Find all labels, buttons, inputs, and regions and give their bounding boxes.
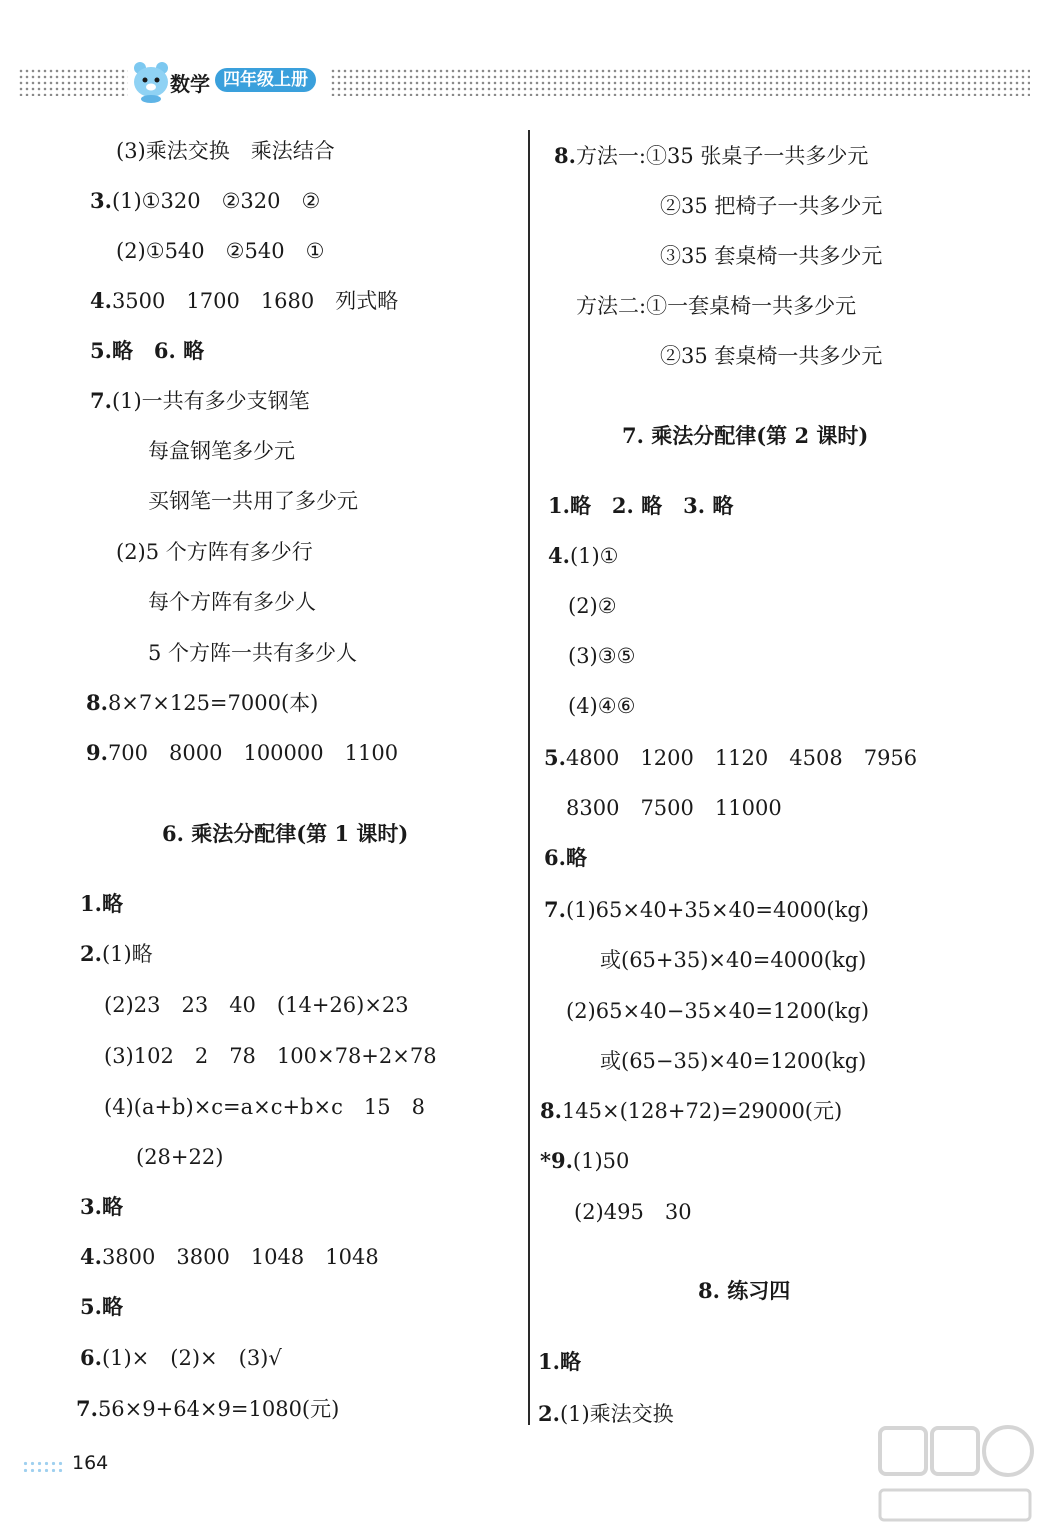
answer-line: 9.700 8000 100000 1100 bbox=[86, 740, 399, 765]
answer-line: 2.(1)乘法交换 bbox=[538, 1401, 674, 1426]
answer-line: ②35 把椅子一共多少元 bbox=[660, 194, 883, 218]
answer-line: 每个方阵有多少人 bbox=[148, 590, 316, 614]
answer-line: 或(65+35)×40=4000(kg) bbox=[600, 948, 867, 972]
answer-line: (2)② bbox=[568, 594, 617, 618]
header-dots-right bbox=[330, 68, 1030, 96]
answer-line: *9.(1)50 bbox=[540, 1148, 630, 1173]
answer-line: 8.145×(128+72)=29000(元) bbox=[540, 1098, 843, 1123]
section-title: 8. 练习四 bbox=[698, 1278, 791, 1303]
answer-line: (2)23 23 40 (14+26)×23 bbox=[104, 993, 409, 1017]
bear-mascot-icon bbox=[128, 58, 174, 104]
footer-dots bbox=[22, 1460, 64, 1472]
answer-line: 6.(1)× (2)× (3)√ bbox=[80, 1345, 282, 1370]
answer-line: 1.略 2. 略 3. 略 bbox=[548, 493, 734, 518]
answer-line: (2)①540 ②540 ① bbox=[116, 239, 325, 263]
answer-line: 5.略 6. 略 bbox=[90, 338, 205, 363]
answer-line: (4)(a+b)×c=a×c+b×c 15 8 bbox=[104, 1095, 425, 1119]
answer-line: 3.(1)①320 ②320 ② bbox=[90, 188, 321, 213]
answer-line: ②35 套桌椅一共多少元 bbox=[660, 344, 883, 368]
answer-line: 8300 7500 11000 bbox=[566, 796, 782, 820]
answer-line: 7.(1)一共有多少支钢笔 bbox=[90, 388, 310, 413]
answer-line: (28+22) bbox=[136, 1145, 224, 1169]
header-dots-left bbox=[18, 68, 128, 96]
answer-line: 5.4800 1200 1120 4508 7956 bbox=[544, 745, 918, 770]
answer-line: 每盒钢笔多少元 bbox=[148, 439, 295, 463]
answer-line: 买钢笔一共用了多少元 bbox=[148, 489, 358, 513]
section-title: 7. 乘法分配律(第 2 课时) bbox=[622, 423, 869, 448]
page-header bbox=[0, 58, 1048, 108]
answer-line: (3)102 2 78 100×78+2×78 bbox=[104, 1044, 437, 1068]
answer-line: (3)乘法交换 乘法结合 bbox=[116, 139, 335, 163]
answer-line: 方法二:①一套桌椅一共多少元 bbox=[576, 294, 857, 318]
answer-line: 5 个方阵一共有多少人 bbox=[148, 641, 358, 665]
column-divider bbox=[528, 130, 530, 1425]
answer-line: 7.56×9+64×9=1080(元) bbox=[76, 1396, 340, 1421]
page-number: 164 bbox=[72, 1452, 109, 1474]
answer-line: 7.(1)65×40+35×40=4000(kg) bbox=[544, 897, 869, 922]
watermark-logo-icon bbox=[870, 1420, 1040, 1530]
answer-line: 1.略 bbox=[80, 891, 123, 916]
answer-line: (2)495 30 bbox=[574, 1200, 692, 1224]
answer-line: 4.3500 1700 1680 列式略 bbox=[90, 288, 399, 313]
answer-line: 2.(1)略 bbox=[80, 941, 153, 966]
answer-line: (4)④⑥ bbox=[568, 694, 636, 718]
answer-line: ③35 套桌椅一共多少元 bbox=[660, 244, 883, 268]
answer-line: 5.略 bbox=[80, 1294, 123, 1319]
answer-line: 8.8×7×125=7000(本) bbox=[86, 690, 319, 715]
answer-line: 8.方法一:①35 张桌子一共多少元 bbox=[554, 143, 869, 168]
answer-line: (3)③⑤ bbox=[568, 644, 636, 668]
header-subject: 数学 bbox=[170, 72, 210, 96]
answer-line: 6.略 bbox=[544, 845, 587, 870]
section-title: 6. 乘法分配律(第 1 课时) bbox=[162, 821, 409, 846]
answer-line: 4.3800 3800 1048 1048 bbox=[80, 1244, 379, 1269]
answer-line: (2)65×40−35×40=1200(kg) bbox=[566, 999, 870, 1023]
answer-line: 1.略 bbox=[538, 1349, 581, 1374]
answer-line: (2)5 个方阵有多少行 bbox=[116, 540, 313, 564]
answer-line: 或(65−35)×40=1200(kg) bbox=[600, 1049, 867, 1073]
header-grade-badge: 四年级上册 bbox=[215, 68, 316, 92]
answer-line: 3.略 bbox=[80, 1194, 123, 1219]
answer-line: 4.(1)① bbox=[548, 543, 619, 568]
